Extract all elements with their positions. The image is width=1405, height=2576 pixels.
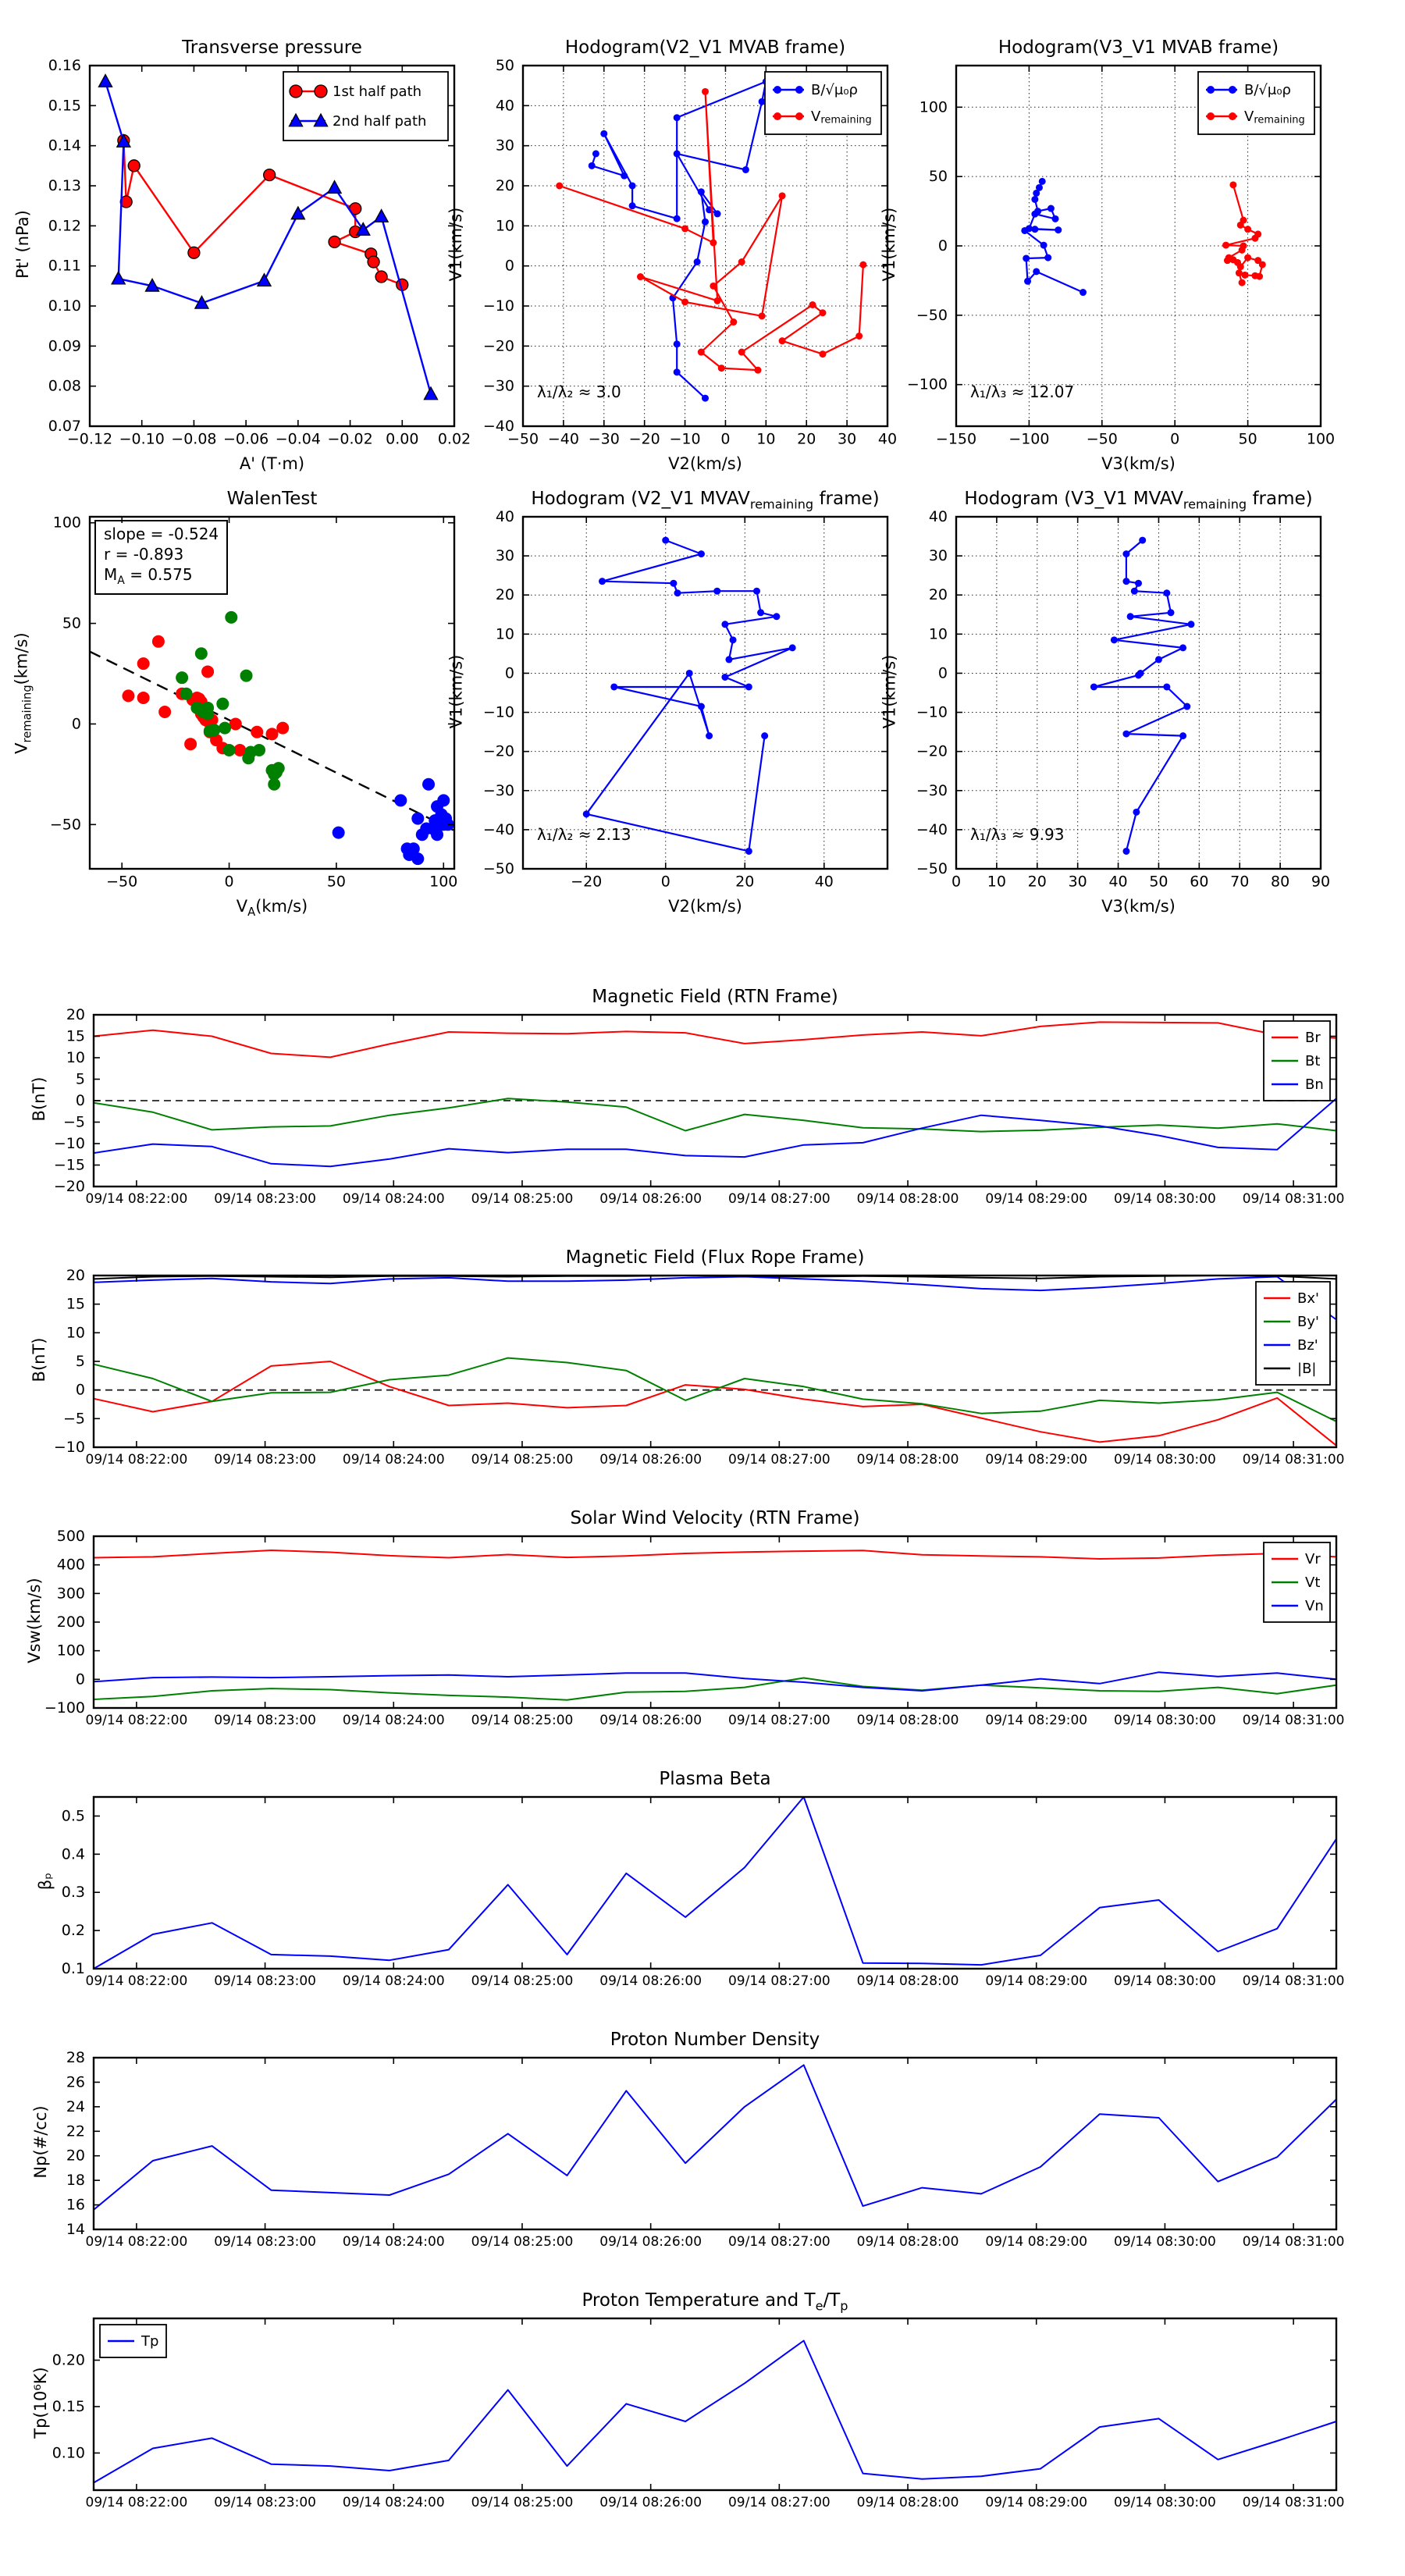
svg-text:09/14 08:22:00: 09/14 08:22:00 <box>85 2495 188 2510</box>
svg-text:0.11: 0.11 <box>48 257 81 275</box>
plot-hodogram-v3v1-mvav-chart <box>916 508 1331 891</box>
svg-text:09/14 08:22:00: 09/14 08:22:00 <box>85 1973 188 1989</box>
svg-text:0.20: 0.20 <box>52 2351 85 2369</box>
svg-text:5: 5 <box>75 1070 85 1088</box>
svg-text:09/14 08:29:00: 09/14 08:29:00 <box>985 1973 1088 1989</box>
svg-text:Vt: Vt <box>1305 1574 1321 1591</box>
svg-text:09/14 08:22:00: 09/14 08:22:00 <box>85 1713 188 1728</box>
svg-text:09/14 08:25:00: 09/14 08:25:00 <box>471 2234 574 2250</box>
svg-text:−50: −50 <box>916 860 948 877</box>
plot-b-rtn-chart <box>53 1006 1345 1207</box>
svg-text:−20: −20 <box>53 1178 85 1195</box>
svg-text:10: 10 <box>928 625 948 643</box>
svg-text:2nd half path: 2nd half path <box>333 112 427 130</box>
svg-text:0.2: 0.2 <box>61 1922 85 1940</box>
svg-text:09/14 08:31:00: 09/14 08:31:00 <box>1242 1191 1345 1207</box>
svg-text:Vremaining: $V_{remaining}$ <box>1244 108 1305 126</box>
svg-text:−0.12: −0.12 <box>66 430 113 448</box>
svg-text:20: 20 <box>66 1267 85 1284</box>
svg-text:50: 50 <box>928 168 948 186</box>
svg-text:09/14 08:29:00: 09/14 08:29:00 <box>985 1713 1088 1728</box>
svg-text:−40: −40 <box>916 820 948 838</box>
svg-text:09/14 08:31:00: 09/14 08:31:00 <box>1242 2495 1345 2510</box>
svg-text:−20: −20 <box>482 337 514 355</box>
plot-transverse-pressure-title: Transverse pressure <box>182 37 362 58</box>
svg-text:Bt: Bt <box>1305 1052 1321 1069</box>
walen-r: r = -0.893 <box>104 545 184 564</box>
plot-v-sw-ylabel: Vsw(km/s) <box>25 1578 44 1663</box>
svg-text:0: 0 <box>951 873 962 891</box>
lambda-ratio-annotation: λ₁/λ₂ ≈ 2.13 <box>537 825 631 844</box>
svg-text:−0.08: −0.08 <box>171 430 217 448</box>
svg-text:−50: −50 <box>49 816 81 834</box>
svg-text:400: 400 <box>56 1556 85 1574</box>
svg-text:09/14 08:25:00: 09/14 08:25:00 <box>471 1973 574 1989</box>
svg-text:10: 10 <box>495 217 514 235</box>
plot-proton-density-ylabel: Np(#/cc) <box>31 2105 50 2179</box>
lambda-ratio-annotation: λ₁/λ₂ ≈ 3.0 <box>537 382 621 401</box>
plot-b-flux-rope-chart <box>53 1267 1345 1468</box>
svg-text:20: 20 <box>495 177 514 194</box>
svg-text:0: 0 <box>75 1670 85 1688</box>
svg-text:−10: −10 <box>916 703 948 721</box>
svg-text:09/14 08:24:00: 09/14 08:24:00 <box>342 2495 445 2510</box>
svg-text:0.09: 0.09 <box>48 337 81 355</box>
svg-text:−100: −100 <box>44 1699 85 1717</box>
svg-text:−20: −20 <box>916 742 948 760</box>
svg-text:|B|: |B| <box>1297 1360 1317 1377</box>
svg-text:−50: −50 <box>106 873 138 891</box>
svg-text:09/14 08:27:00: 09/14 08:27:00 <box>727 1452 831 1468</box>
svg-text:09/14 08:22:00: 09/14 08:22:00 <box>85 1452 188 1468</box>
svg-text:−10: −10 <box>53 1439 85 1456</box>
svg-text:40: 40 <box>928 508 948 525</box>
svg-text:10: 10 <box>495 625 514 643</box>
svg-text:−10: −10 <box>482 297 514 315</box>
svg-text:09/14 08:31:00: 09/14 08:31:00 <box>1242 1452 1345 1468</box>
svg-text:15: 15 <box>66 1295 85 1313</box>
svg-text:40: 40 <box>495 508 514 525</box>
svg-text:0: 0 <box>75 1092 85 1109</box>
svg-text:0.02: 0.02 <box>437 430 471 448</box>
svg-text:09/14 08:24:00: 09/14 08:24:00 <box>342 2234 445 2250</box>
svg-text:09/14 08:25:00: 09/14 08:25:00 <box>471 1191 574 1207</box>
svg-text:09/14 08:22:00: 09/14 08:22:00 <box>85 1191 188 1207</box>
plot-hodogram-v3v1-mvab-chart <box>906 66 1336 448</box>
svg-text:50: 50 <box>495 57 514 74</box>
svg-text:09/14 08:25:00: 09/14 08:25:00 <box>471 1452 574 1468</box>
plot-hodogram-v2v1-mvab-xlabel: V2(km/s) <box>668 454 742 473</box>
svg-text:09/14 08:23:00: 09/14 08:23:00 <box>214 1713 316 1728</box>
svg-text:20: 20 <box>66 1006 85 1023</box>
svg-text:09/14 08:30:00: 09/14 08:30:00 <box>1114 1973 1216 1989</box>
svg-text:0: 0 <box>660 873 670 891</box>
svg-text:5: 5 <box>75 1353 85 1370</box>
plot-hodogram-v2v1-mvab-title: Hodogram(V2_V1 MVAB frame) <box>564 37 846 58</box>
plot-plasma-beta-chart <box>61 1797 1345 1989</box>
svg-text:0: 0 <box>75 1381 85 1399</box>
svg-text:0: 0 <box>71 715 81 733</box>
svg-text:0: 0 <box>1170 430 1180 448</box>
svg-text:90: 90 <box>1311 873 1331 891</box>
plot-hodogram-v3v1-mvav-xlabel: V3(km/s) <box>1101 897 1176 916</box>
svg-text:09/14 08:27:00: 09/14 08:27:00 <box>727 1191 831 1207</box>
svg-text:10: 10 <box>66 1324 85 1342</box>
svg-text:−40: −40 <box>482 418 514 435</box>
svg-text:09/14 08:26:00: 09/14 08:26:00 <box>599 2495 702 2510</box>
svg-text:100: 100 <box>1306 430 1336 448</box>
walen-slope: slope = -0.524 <box>104 525 219 543</box>
svg-text:−150: −150 <box>935 430 977 448</box>
plot-b-flux-rope-title: Magnetic Field (Flux Rope Frame) <box>565 1247 865 1268</box>
svg-text:B/√μ₀ρ: B/√μ₀ρ <box>1244 81 1291 98</box>
svg-text:50: 50 <box>1149 873 1168 891</box>
svg-text:−30: −30 <box>482 377 514 395</box>
svg-text:Bz': Bz' <box>1297 1336 1318 1354</box>
svg-text:Vr: Vr <box>1305 1550 1321 1567</box>
plot-b-rtn-title: Magnetic Field (RTN Frame) <box>592 987 838 1007</box>
svg-text:20: 20 <box>1027 873 1047 891</box>
svg-text:10: 10 <box>66 1049 85 1066</box>
svg-text:−20: −20 <box>628 430 660 448</box>
svg-text:70: 70 <box>1230 873 1250 891</box>
svg-text:09/14 08:30:00: 09/14 08:30:00 <box>1114 1452 1216 1468</box>
svg-text:09/14 08:23:00: 09/14 08:23:00 <box>214 1191 316 1207</box>
plot-hodogram-v3v1-mvav-ylabel: V1(km/s) <box>880 654 898 728</box>
plot-v-sw-chart <box>44 1528 1345 1728</box>
svg-text:16: 16 <box>66 2196 85 2214</box>
svg-text:09/14 08:30:00: 09/14 08:30:00 <box>1114 2495 1216 2510</box>
plot-hodogram-v2v1-mvav-chart <box>482 508 887 891</box>
plot-proton-density-title: Proton Number Density <box>610 2030 820 2050</box>
svg-text:09/14 08:27:00: 09/14 08:27:00 <box>727 2234 831 2250</box>
svg-text:200: 200 <box>56 1614 85 1631</box>
svg-text:09/14 08:28:00: 09/14 08:28:00 <box>856 2234 959 2250</box>
svg-text:50: 50 <box>326 873 347 891</box>
svg-text:30: 30 <box>928 547 948 565</box>
plot-transverse-pressure-xlabel: A' (T·m) <box>239 454 305 473</box>
svg-text:09/14 08:26:00: 09/14 08:26:00 <box>599 1713 702 1728</box>
plot-hodogram-v3v1-mvav-title: Hodogram (V3_V1 $MVAV_{remaining}$ frame) <box>964 489 1313 512</box>
svg-text:40: 40 <box>1108 873 1128 891</box>
svg-text:09/14 08:27:00: 09/14 08:27:00 <box>727 2495 831 2510</box>
svg-text:50: 50 <box>1238 430 1257 448</box>
svg-text:40: 40 <box>814 873 834 891</box>
svg-text:0.1: 0.1 <box>61 1960 85 1977</box>
svg-text:Bx': Bx' <box>1297 1290 1319 1307</box>
svg-text:0.08: 0.08 <box>48 377 81 395</box>
svg-text:Tp: Tp <box>141 2332 159 2350</box>
svg-text:09/14 08:31:00: 09/14 08:31:00 <box>1242 1973 1345 1989</box>
svg-text:09/14 08:28:00: 09/14 08:28:00 <box>856 1973 959 1989</box>
svg-text:100: 100 <box>56 1642 85 1660</box>
svg-text:28: 28 <box>66 2049 85 2066</box>
svg-text:−10: −10 <box>482 703 514 721</box>
svg-text:−10: −10 <box>53 1135 85 1152</box>
svg-text:−15: −15 <box>53 1156 85 1174</box>
svg-text:09/14 08:31:00: 09/14 08:31:00 <box>1242 1713 1345 1728</box>
svg-text:Vn: Vn <box>1305 1597 1324 1614</box>
svg-text:0.15: 0.15 <box>48 97 81 115</box>
svg-text:09/14 08:27:00: 09/14 08:27:00 <box>727 1973 831 1989</box>
svg-text:09/14 08:23:00: 09/14 08:23:00 <box>214 2495 316 2510</box>
svg-text:−30: −30 <box>916 781 948 799</box>
svg-text:−50: −50 <box>507 430 539 448</box>
svg-text:09/14 08:29:00: 09/14 08:29:00 <box>985 2234 1088 2250</box>
svg-text:0.00: 0.00 <box>386 430 419 448</box>
plot-plasma-beta-title: Plasma Beta <box>659 1769 771 1789</box>
plot-hodogram-v3v1-mvab-xlabel: V3(km/s) <box>1101 454 1176 473</box>
plot-proton-density-chart <box>66 2049 1345 2250</box>
svg-text:0: 0 <box>937 237 948 254</box>
svg-text:09/14 08:29:00: 09/14 08:29:00 <box>985 1191 1088 1207</box>
plot-walen-test-xlabel: $V_A(km/s)$ <box>236 897 308 920</box>
svg-text:26: 26 <box>66 2073 85 2091</box>
svg-text:Vremaining: $V_{remaining}$ <box>811 108 872 126</box>
svg-text:−10: −10 <box>669 430 701 448</box>
plot-hodogram-v2v1-mvav-xlabel: V2(km/s) <box>668 897 742 916</box>
svg-text:09/14 08:26:00: 09/14 08:26:00 <box>599 1973 702 1989</box>
svg-text:−0.04: −0.04 <box>275 430 321 448</box>
svg-text:100: 100 <box>52 514 81 532</box>
svg-text:15: 15 <box>66 1027 85 1045</box>
svg-text:14: 14 <box>66 2221 85 2238</box>
svg-text:0.16: 0.16 <box>48 57 81 74</box>
svg-text:0: 0 <box>504 257 514 275</box>
svg-text:−40: −40 <box>482 820 514 838</box>
svg-text:09/14 08:26:00: 09/14 08:26:00 <box>599 1191 702 1207</box>
svg-text:10: 10 <box>987 873 1006 891</box>
svg-text:−50: −50 <box>916 306 948 324</box>
plot-hodogram-v2v1-mvab-ylabel: V1(km/s) <box>446 207 465 282</box>
svg-text:0: 0 <box>720 430 731 448</box>
plot-walen-test-title: WalenTest <box>226 489 318 509</box>
svg-text:24: 24 <box>66 2097 85 2115</box>
plot-proton-temperature-chart <box>52 2318 1345 2510</box>
plot-hodogram-v3v1-mvab-ylabel: V1(km/s) <box>880 207 898 282</box>
svg-text:100: 100 <box>919 98 948 116</box>
lambda-ratio-annotation: λ₁/λ₃ ≈ 12.07 <box>970 382 1075 401</box>
svg-text:−100: −100 <box>1008 430 1050 448</box>
svg-text:0.13: 0.13 <box>48 177 81 194</box>
svg-text:0.07: 0.07 <box>48 418 81 435</box>
svg-text:09/14 08:29:00: 09/14 08:29:00 <box>985 2495 1088 2510</box>
svg-text:09/14 08:26:00: 09/14 08:26:00 <box>599 2234 702 2250</box>
svg-text:09/14 08:25:00: 09/14 08:25:00 <box>471 1713 574 1728</box>
svg-text:Br: Br <box>1305 1029 1321 1046</box>
svg-text:09/14 08:24:00: 09/14 08:24:00 <box>342 1973 445 1989</box>
svg-text:0: 0 <box>224 873 234 891</box>
svg-text:30: 30 <box>1068 873 1087 891</box>
svg-text:500: 500 <box>56 1528 85 1545</box>
svg-text:09/14 08:26:00: 09/14 08:26:00 <box>599 1452 702 1468</box>
svg-text:09/14 08:23:00: 09/14 08:23:00 <box>214 2234 316 2250</box>
svg-text:80: 80 <box>1271 873 1290 891</box>
svg-text:By': By' <box>1297 1313 1319 1330</box>
svg-text:40: 40 <box>877 430 898 448</box>
svg-text:09/14 08:25:00: 09/14 08:25:00 <box>471 2495 574 2510</box>
svg-text:60: 60 <box>1190 873 1209 891</box>
svg-text:Bn: Bn <box>1305 1076 1324 1093</box>
svg-text:20: 20 <box>66 2147 85 2165</box>
lambda-ratio-annotation: λ₁/λ₃ ≈ 9.93 <box>970 825 1065 844</box>
svg-text:−0.02: −0.02 <box>327 430 373 448</box>
svg-text:−30: −30 <box>588 430 620 448</box>
plot-transverse-pressure-ylabel: Pt' (nPa) <box>13 210 32 279</box>
svg-text:20: 20 <box>735 873 755 891</box>
svg-text:−5: −5 <box>62 1113 85 1131</box>
svg-text:−30: −30 <box>482 781 514 799</box>
svg-text:09/14 08:23:00: 09/14 08:23:00 <box>214 1452 316 1468</box>
svg-text:22: 22 <box>66 2122 85 2140</box>
plot-plasma-beta-ylabel: βₚ <box>36 1872 55 1891</box>
svg-text:20: 20 <box>797 430 816 448</box>
plot-b-flux-rope-ylabel: B(nT) <box>30 1337 48 1382</box>
svg-text:−100: −100 <box>906 375 948 393</box>
svg-text:0: 0 <box>504 664 514 682</box>
svg-text:−20: −20 <box>571 873 603 891</box>
plot-v-sw-title: Solar Wind Velocity (RTN Frame) <box>570 1508 860 1528</box>
svg-text:09/14 08:28:00: 09/14 08:28:00 <box>856 1713 959 1728</box>
plot-walen-test-ylabel: $V_{remaining}(km/s)$ <box>11 632 34 754</box>
svg-text:09/14 08:29:00: 09/14 08:29:00 <box>985 1452 1088 1468</box>
svg-text:0.12: 0.12 <box>48 217 81 235</box>
svg-text:0.14: 0.14 <box>48 137 81 155</box>
svg-text:09/14 08:24:00: 09/14 08:24:00 <box>342 1713 445 1728</box>
svg-text:0.4: 0.4 <box>61 1845 85 1863</box>
plot-hodogram-v2v1-mvav-ylabel: V1(km/s) <box>446 654 465 728</box>
svg-text:−0.06: −0.06 <box>223 430 269 448</box>
svg-text:09/14 08:30:00: 09/14 08:30:00 <box>1114 1191 1216 1207</box>
svg-text:1st half path: 1st half path <box>333 83 422 100</box>
svg-text:B/√μ₀ρ: B/√μ₀ρ <box>811 81 858 98</box>
plot-hodogram-v3v1-mvab-title: Hodogram(V3_V1 MVAB frame) <box>998 37 1279 58</box>
svg-text:0: 0 <box>937 664 948 682</box>
svg-text:0.15: 0.15 <box>52 2397 85 2415</box>
svg-text:30: 30 <box>495 137 514 155</box>
svg-text:100: 100 <box>429 873 458 891</box>
plot-proton-temperature-ylabel: Tp(10⁶K) <box>31 2367 50 2439</box>
svg-text:−0.10: −0.10 <box>119 430 165 448</box>
svg-text:09/14 08:24:00: 09/14 08:24:00 <box>342 1452 445 1468</box>
svg-text:−5: −5 <box>62 1410 85 1428</box>
svg-text:09/14 08:27:00: 09/14 08:27:00 <box>727 1713 831 1728</box>
svg-text:0.10: 0.10 <box>48 297 81 315</box>
svg-text:−50: −50 <box>1086 430 1118 448</box>
svg-text:20: 20 <box>495 586 514 604</box>
svg-text:09/14 08:22:00: 09/14 08:22:00 <box>85 2234 188 2250</box>
svg-text:18: 18 <box>66 2172 85 2190</box>
svg-text:0.3: 0.3 <box>61 1884 85 1902</box>
svg-text:09/14 08:23:00: 09/14 08:23:00 <box>214 1973 316 1989</box>
svg-text:50: 50 <box>62 614 81 632</box>
svg-text:09/14 08:28:00: 09/14 08:28:00 <box>856 2495 959 2510</box>
svg-text:0.5: 0.5 <box>61 1807 85 1825</box>
walen-ma: $M_A = 0.575$ <box>104 565 193 587</box>
svg-text:0.10: 0.10 <box>52 2444 85 2462</box>
svg-text:−20: −20 <box>482 742 514 760</box>
svg-text:09/14 08:28:00: 09/14 08:28:00 <box>856 1452 959 1468</box>
svg-text:09/14 08:30:00: 09/14 08:30:00 <box>1114 1713 1216 1728</box>
svg-text:−50: −50 <box>482 860 514 877</box>
plot-b-rtn-ylabel: B(nT) <box>30 1076 48 1122</box>
svg-text:300: 300 <box>56 1585 85 1603</box>
svg-text:30: 30 <box>838 430 857 448</box>
svg-text:10: 10 <box>756 430 776 448</box>
svg-text:09/14 08:24:00: 09/14 08:24:00 <box>342 1191 445 1207</box>
plot-proton-temperature-title: Proton Temperature and $T_e/T_p$ <box>582 2290 848 2314</box>
svg-text:09/14 08:31:00: 09/14 08:31:00 <box>1242 2234 1345 2250</box>
svg-text:−40: −40 <box>547 430 579 448</box>
svg-text:09/14 08:30:00: 09/14 08:30:00 <box>1114 2234 1216 2250</box>
svg-text:20: 20 <box>928 586 948 604</box>
svg-text:30: 30 <box>495 547 514 565</box>
svg-text:09/14 08:28:00: 09/14 08:28:00 <box>856 1191 959 1207</box>
plot-hodogram-v2v1-mvav-title: Hodogram (V2_V1 $MVAV_{remaining}$ frame) <box>531 489 880 512</box>
svg-text:40: 40 <box>495 97 514 115</box>
